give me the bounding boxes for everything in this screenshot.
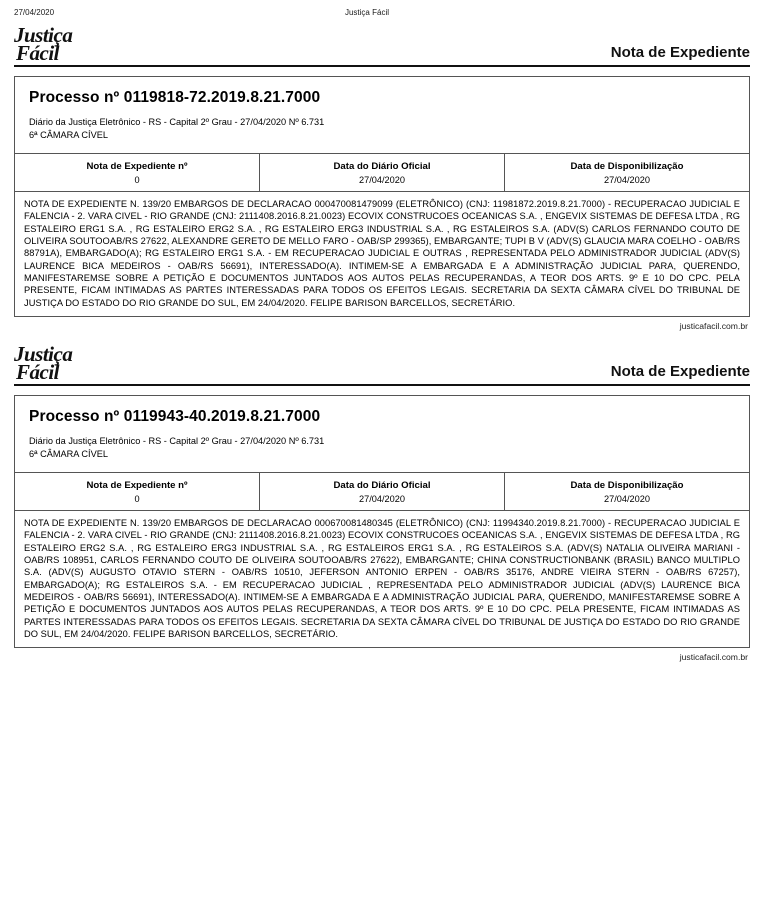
value-data-disponibilizacao: 27/04/2020 — [604, 493, 650, 504]
page-site-name: Justiça Fácil — [344, 8, 389, 17]
document-title-2: Nota de Expediente — [610, 363, 750, 381]
page-meta-bar — [14, 8, 750, 20]
summary-cell-data-disponibilizacao-2 — [505, 473, 749, 510]
process-number: Processo nº 0119818-72.2019.8.21.7000 — [29, 89, 321, 107]
logo — [14, 23, 73, 66]
column-header-nota-numero: Nota de Expediente nº — [86, 479, 188, 491]
page-date: 27/04/2020 — [14, 8, 55, 17]
column-header-nota-numero: Nota de Expediente nº — [86, 160, 188, 172]
value-nota-numero: 0 — [134, 174, 140, 185]
value-nota-numero: 0 — [134, 493, 140, 504]
notice-header-2 — [15, 396, 749, 473]
column-header-data-disponibilizacao: Data de Disponibilização — [570, 160, 684, 172]
notice-body-text-2: NOTA DE EXPEDIENTE N. 139/20 EMBARGOS DE DECLARACAO 000670081480345 (ELETRÔNICO) (CNJ: 11994340.2019.8.21.7000) - RECUPERACAO JUDICIAL E FALENCIA - 2. VARA CIVEL - RIO GRANDE (CNJ: 2111408.2016.8.21.0023) ECOVIX CONSTRUCOES OCEANICAS S.A. , ENGEVIX SISTEMAS DE DEFESA LTDA , RG ESTALEIRO ERG2 S.A. , RG ESTALEIRO ERG3 INDUSTRIAL S.A. , RG ESTALEIROS ERG1 S.A. , RG ESTALEIROS S.A. (ADV(S) NATALIA OLIVEIRA MARIANI - OAB/RS 108951, CARLOS FERNANDO COUTO DE OLIVEIRA SOUTOOAB/RS 27622), EMBARGANTE; CHINA CONSTRUCTIONBANK (BRASIL) BANCO MULTIPLO S.A. (ADV(S) AUGUSTO OTAVIO STERN - OAB/RS 10510, JEFERSON ANTONIO ERPEN - OAB/RS 35176, ANDRE VIEIRA STERN - OAB/RS 67257), EMBARGADO(A); RG ESTALEIROS S.A. - EM RECUPERACAO JUDICIAL , REPRESENTADA PELO ADMINISTRADOR JUDICIAL (ADV(S) LAURENCE BICA MEDEIROS - OAB/RS 56691), INTERESSADO(A). INTIMEM-SE A EMBARGADA E A ADMINISTRAÇÃO JUDICIAL PARA, QUERENDO, MANIFESTAREMSE SOBRE A PETIÇÃO E DOCUMENTOS JUNTADOS AOS AUTOS PELAS RECUPERANDAS, A TEOR DOS ARTS. 9º E 10 DO CPC. PELA PRESENTE, FICAM INTIMADAS AS PARTES INTERESSADAS PARA TODOS OS EFEITOS LEGAIS. SECRETARIA DA SEXTA CÂMARA CÍVEL DO TRIBUNAL DE JUSTIÇA DO ESTADO DO RIO GRANDE DO SUL, EM 24/04/2020. FELIPE BARISON BARCELLOS, SECRETÁRIO. — [24, 517, 740, 640]
value-data-disponibilizacao: 27/04/2020 — [604, 174, 650, 185]
logo-2 — [14, 342, 73, 385]
column-header-data-disponibilizacao: Data de Disponibilização — [570, 479, 684, 491]
logo-line-2: Fácil — [16, 41, 59, 66]
summary-cell-data-disponibilizacao — [505, 154, 749, 191]
brand-header — [14, 23, 750, 67]
value-data-diario: 27/04/2020 — [359, 493, 405, 504]
notice-card-2 — [14, 395, 750, 648]
camara-line-2: 6ª CÂMARA CÍVEL — [29, 449, 108, 460]
notice-summary-table-2 — [15, 473, 749, 511]
notice-summary-table — [15, 154, 749, 192]
summary-cell-nota-numero — [15, 154, 260, 191]
summary-cell-data-diario-2 — [260, 473, 505, 510]
brand-header-2 — [14, 342, 750, 386]
notice-body-text: NOTA DE EXPEDIENTE N. 139/20 EMBARGOS DE DECLARACAO 000470081479099 (ELETRÔNICO) (CNJ: 11981872.2019.8.21.7000) - RECUPERACAO JUDICIAL E FALENCIA - 2. VARA CIVEL - RIO GRANDE (CNJ: 2111408.2016.8.21.0023) ECOVIX CONSTRUCOES OCEANICAS S.A. , ENGEVIX SISTEMAS DE DEFESA LTDA , RG ESTALEIRO ERG1 S.A. , RG ESTALEIRO ERG2 S.A. , RG ESTALEIRO ERG3 INDUSTRIAL S.A. , RG ESTALEIROS S.A. (ADV(S) CARLOS FERNANDO COUTO DE OLIVEIRA SOUTOOAB/RS 27622, ALEXANDRE GERETO DE MELLO FARO - OAB/SP 299365), EMBARGANTE; TUPI B V (ADV(S) GLAUCIA MARA COELHO - OAB/RS 88791A), EMBARGADO(A); RG ESTALEIRO ERG1 S.A. - EM RECUPERACAO JUDICIAL E OUTRAS , REPRESENTADA PELO ADMINISTRADOR JUDICIAL (ADV(S) LAURENCE BICA MEDEIROS - OAB/RS 56691), INTERESSADO(A). INTIMEM-SE A EMBARGADA E A ADMINISTRAÇÃO JUDICIAL PARA, QUERENDO, MANIFESTAREMSE SOBRE A PETIÇÃO E DOCUMENTOS JUNTADOS AOS AUTOS PELAS RECUPERANDAS, A TEOR DOS ARTS. 9º E 10 DO CPC. PELA PRESENTE, FICAM INTIMADAS AS PARTES INTERESSADAS PARA TODOS OS EFEITOS LEGAIS. SECRETARIA DA SEXTA CÂMARA CÍVEL DO TRIBUNAL DE JUSTIÇA DO ESTADO DO RIO GRANDE DO SUL, EM 24/04/2020. FELIPE BARISON BARCELLOS, SECRETÁRIO. — [24, 198, 740, 308]
site-footer-2: justicafacil.com.br — [679, 652, 748, 663]
logo-line-2: Fácil — [16, 360, 59, 385]
summary-cell-nota-numero-2 — [15, 473, 260, 510]
document-title: Nota de Expediente — [610, 44, 750, 62]
notice-card — [14, 76, 750, 317]
summary-cell-data-diario — [260, 154, 505, 191]
value-data-diario: 27/04/2020 — [359, 174, 405, 185]
camara-line: 6ª CÂMARA CÍVEL — [29, 130, 108, 141]
process-number-2: Processo nº 0119943-40.2019.8.21.7000 — [29, 408, 321, 426]
notice-header — [15, 77, 749, 154]
column-header-data-diario: Data do Diário Oficial — [333, 160, 431, 172]
logo-line-1: Justiça — [14, 23, 73, 47]
column-header-data-diario: Data do Diário Oficial — [333, 479, 431, 491]
diario-line-2: Diário da Justiça Eletrônico - RS - Capital 2º Grau - 27/04/2020 Nº 6.731 — [29, 436, 325, 447]
logo-line-1: Justiça — [14, 342, 73, 367]
site-footer: justicafacil.com.br — [679, 321, 748, 332]
diario-line: Diário da Justiça Eletrônico - RS - Capital 2º Grau - 27/04/2020 Nº 6.731 — [29, 117, 325, 128]
